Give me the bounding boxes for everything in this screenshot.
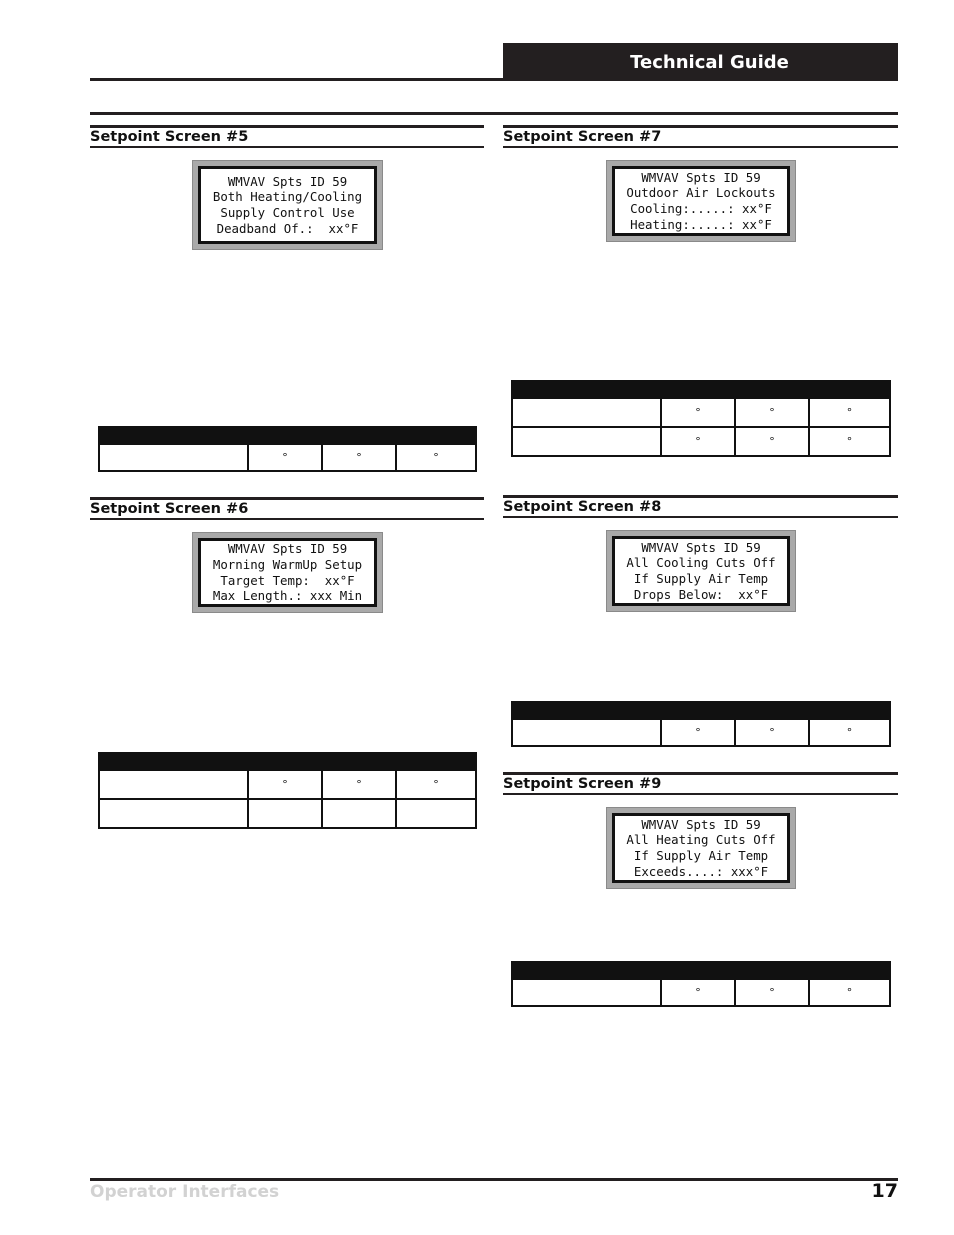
lcd-line: Max Length.: xxx Min [212, 588, 363, 604]
table-row [99, 799, 476, 828]
table-cell: ° [735, 398, 809, 427]
table-header-row [512, 381, 890, 398]
setpoint-table-7 [511, 380, 891, 457]
table-header-row [512, 962, 890, 979]
lcd-line: Drops Below: xx°F [633, 586, 769, 602]
table-cell [248, 799, 322, 828]
table-row [99, 770, 476, 799]
table-cell [322, 799, 396, 828]
table-cell: ° [396, 444, 476, 471]
table-cell: ° [248, 444, 322, 471]
top-rule [90, 112, 898, 115]
section-heading-9 [503, 772, 898, 796]
lcd-display-9 [606, 807, 796, 889]
setpoint-table-9 [511, 961, 891, 1007]
lcd-display-6 [192, 532, 383, 613]
lcd-line: Outdoor Air Lockouts [626, 185, 776, 201]
lcd-line: WMVAV Spts ID 59 [641, 816, 761, 832]
lcd-line: Morning WarmUp Setup [212, 556, 363, 572]
lcd-display-7 [606, 160, 796, 242]
lcd-line: If Supply Air Temp [633, 571, 769, 586]
footer-rule [90, 1178, 898, 1181]
lcd-line: Exceeds....: xxx°F [633, 863, 769, 879]
table-row [512, 427, 890, 456]
table-cell [512, 979, 661, 1006]
lcd-line: WMVAV Spts ID 59 [641, 169, 761, 185]
section-heading-7 [503, 125, 898, 149]
footer-section-title: Operator Interfaces [90, 1182, 280, 1202]
table-cell [396, 799, 476, 828]
table-cell: ° [735, 979, 809, 1006]
lcd-line: All Heating Cuts Off [626, 832, 776, 848]
setpoint-table-8 [511, 701, 891, 747]
table-cell: ° [809, 398, 890, 427]
table-cell: ° [661, 979, 735, 1006]
lcd-line: WMVAV Spts ID 59 [227, 541, 348, 557]
section-title-9: Setpoint Screen #9 [503, 776, 662, 792]
page-number: 17 [871, 1180, 898, 1202]
table-row [512, 719, 890, 746]
lcd-display-5 [192, 160, 383, 250]
table-cell: ° [248, 770, 322, 799]
section-title-8: Setpoint Screen #8 [503, 499, 662, 515]
section-heading-8 [503, 495, 898, 519]
section-title-6: Setpoint Screen #6 [90, 501, 249, 517]
lcd-line: Cooling:.....: xx°F [630, 201, 772, 216]
setpoint-table-6 [98, 752, 477, 829]
table-cell [99, 444, 248, 471]
section-heading-5 [90, 125, 484, 149]
setpoint-table-5 [98, 426, 477, 472]
lcd-line: Heating:.....: xx°F [630, 216, 772, 232]
table-row [99, 444, 476, 471]
table-cell: ° [396, 770, 476, 799]
table-cell [99, 799, 248, 828]
lcd-line: WMVAV Spts ID 59 [227, 173, 348, 189]
lcd-line: If Supply Air Temp [633, 848, 769, 863]
table-cell: ° [661, 719, 735, 746]
header-title: Technical Guide [503, 43, 898, 81]
section-heading-6 [90, 497, 484, 521]
table-cell: ° [661, 427, 735, 456]
lcd-line: Supply Control Use [220, 205, 355, 220]
table-cell: ° [735, 719, 809, 746]
section-title-7: Setpoint Screen #7 [503, 129, 662, 145]
lcd-line: All Cooling Cuts Off [626, 555, 776, 571]
table-cell: ° [809, 427, 890, 456]
table-cell [512, 719, 661, 746]
table-cell [512, 398, 661, 427]
table-row [512, 979, 890, 1006]
section-title-5: Setpoint Screen #5 [90, 129, 249, 145]
lcd-line: Both Heating/Cooling [212, 189, 363, 205]
table-cell: ° [322, 444, 396, 471]
table-cell [512, 427, 661, 456]
table-cell: ° [661, 398, 735, 427]
lcd-line: Target Temp: xx°F [220, 572, 355, 588]
lcd-display-8 [606, 530, 796, 612]
table-cell: ° [809, 719, 890, 746]
table-cell: ° [735, 427, 809, 456]
table-header-row [512, 702, 890, 719]
table-header-row [99, 427, 476, 444]
lcd-line: WMVAV Spts ID 59 [641, 539, 761, 555]
table-cell: ° [809, 979, 890, 1006]
table-header-row [99, 753, 476, 770]
table-cell [99, 770, 248, 799]
table-row [512, 398, 890, 427]
table-cell: ° [322, 770, 396, 799]
lcd-line: Deadband Of.: xx°F [216, 220, 359, 236]
